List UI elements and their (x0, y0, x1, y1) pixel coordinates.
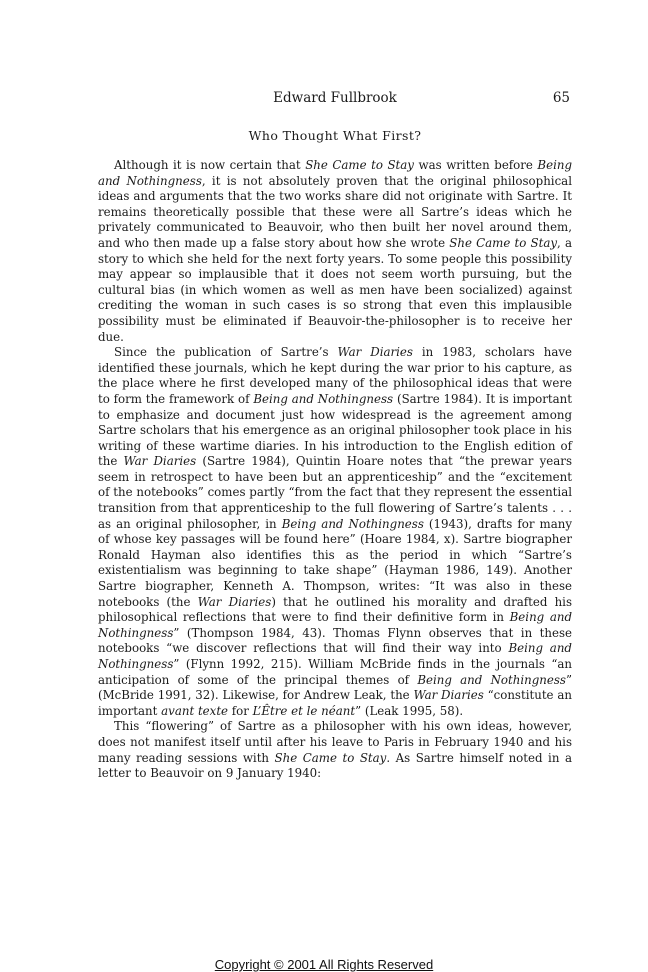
italic-title-run: War Diaries (413, 688, 484, 703)
italic-title-run: She Came to Stay (449, 235, 558, 250)
text-run: ” (Leak 1995, 58). (355, 703, 464, 718)
text-run: was written before (413, 158, 538, 172)
section-title: Who Thought What First? (248, 128, 422, 143)
text-run: in 1983, scholars have identified these journals, which he kept during the war prior to his capture, as the place where he first developed many of the philosophical ideas that were to form the framework of (98, 345, 572, 406)
text-run: ” (Thompson 1984, 43). Thomas Flynn observes that in these notebooks “we discover reflections that will find their way into (98, 625, 572, 656)
italic-title-run: Being and Nothingness (417, 672, 566, 687)
italic-title-run: avant texte (161, 703, 229, 718)
italic-title-run: She Came to Stay (305, 158, 414, 172)
text-run: (1943), drafts for many of whose key passages will be found here” (Hoare 1984, x). Sartre biographer Ronald Hayman also identifies this as the period in which “Sartre’s existentialism was beginning to take shape” (Hayman 1986, 149). Another Sartre biographer, Kenneth A. Thompson, writes: “It was also in these notebooks (the (98, 516, 572, 609)
running-header-author: Edward Fullbrook (273, 90, 397, 106)
italic-title-run: L’Être et le néant (252, 703, 356, 718)
text-run: (Sartre 1984), Quintin Hoare notes that “the prewar years seem in retrospect to have been but an apprenticeship” and the “excitement of the notebooks” comes partly “from the fact that they represent the essential transition from that apprenticeship to the full flowering of Sartre’s talents . . . as an original philosopher, in (98, 454, 573, 531)
text-run: , a story to which she held for the next forty years. To some people this possibility may appear so implausible that it does not seem worth pursuing, but the cultural bias (in which women as well as men have been socialized) against crediting the woman in such cases is so strong that even this implausible possibility must be eliminated if Beauvoir-the-philosopher is to receive her due. (98, 235, 572, 344)
text-run: (Sartre 1984). It is important to emphasize and document just how widespread is the agreement among Sartre scholars that his emergence as an original philosopher took place in his writing of these wartime diaries. In his introduction to the English edition of the (98, 391, 572, 469)
text-run: ” (McBride 1991, 32). Likewise, for Andrew Leak, the (98, 672, 572, 703)
italic-title-run: Being and Nothingness (98, 610, 572, 640)
text-run: ) that he outlined his morality and drafted his philosophical reflections that were to find their definitive form in (98, 594, 573, 625)
body-text (98, 158, 572, 782)
copyright-text: Copyright © 2001 All Rights Reserved (214, 957, 434, 972)
text-run: Since the publication of Sartre’s (114, 345, 338, 360)
text-run: ” (Flynn 1992, 215). William McBride finds in the journals “an anticipation of some of the principal themes of (98, 657, 572, 687)
text-run: . As Sartre himself noted in a letter to Beauvoir on 9 January 1940: (98, 750, 572, 781)
italic-title-run: Being and Nothingness (253, 391, 394, 406)
text-run: “constitute an important (98, 688, 572, 718)
italic-title-run: War Diaries (197, 594, 272, 609)
text-run: This “flowering” of Sartre as a philosopher with his own ideas, however, does not manifest itself until after his leave to Paris in February 1940 and his many reading sessions with (98, 719, 572, 765)
copyright-footer (0, 957, 648, 972)
text-run: for (228, 703, 253, 718)
running-header (100, 90, 570, 108)
page-number: 65 (552, 90, 570, 106)
paragraph (98, 719, 572, 781)
italic-title-run: Being and Nothingness (281, 516, 424, 531)
paragraph (98, 158, 572, 345)
text-run: , it is not absolutely proven that the original philosophical ideas and arguments that the two works share did not originate with Sartre. It remains theoretically possible that these were all Sartre’s ideas which he privately communicated to Beauvoir, who then built her novel around them, and who then made up a false story about how she wrote (98, 173, 572, 250)
text-run: Although it is now certain that (114, 158, 306, 172)
paragraph (98, 345, 572, 719)
italic-title-run: Being and Nothingness (98, 158, 572, 188)
italic-title-run: War Diaries (123, 454, 197, 469)
italic-title-run: She Came to Stay (274, 750, 387, 765)
italic-title-run: War Diaries (337, 345, 413, 360)
italic-title-run: Being and Nothingness (98, 641, 572, 671)
